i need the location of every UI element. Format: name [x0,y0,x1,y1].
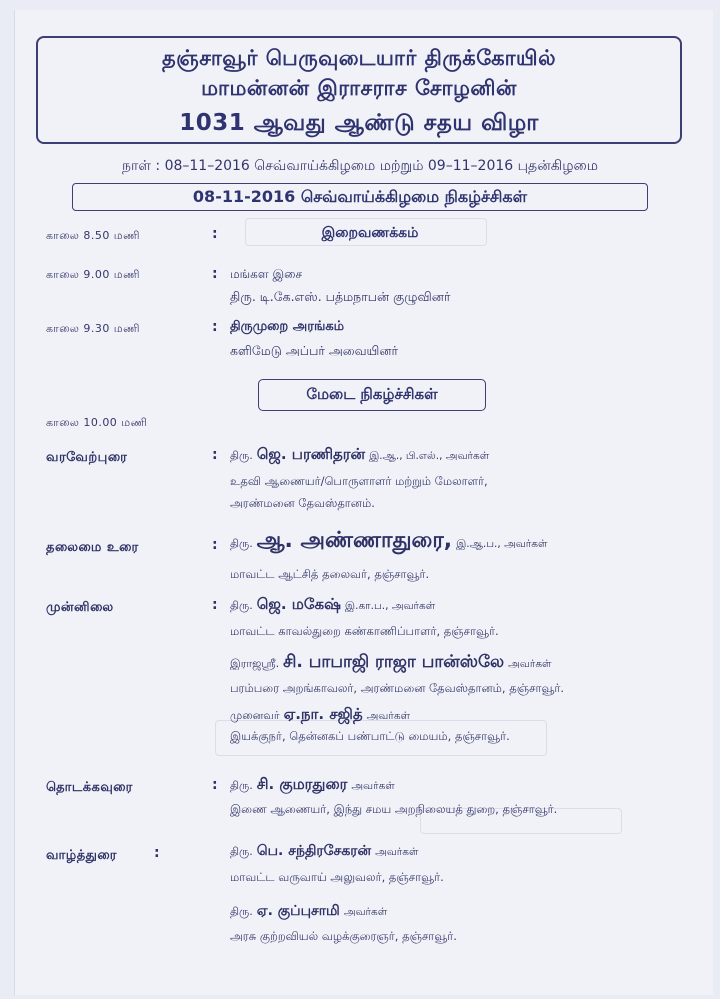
name-prefix: திரு. [230,905,253,918]
person-title: பரம்பரை அறங்காவலர், அரண்மனை தேவஸ்தானம், தஞ்சாவூர். [230,681,565,695]
stage-time: காலை 10.00 மணி [46,416,148,429]
person-title: உதவி ஆணையர்/பொருளாளர் மற்றும் மேலாளர், [230,474,488,488]
schedule-time: காலை 9.00 மணி [46,268,141,281]
role-welcome: வரவேற்புரை [46,450,128,465]
person-suffix: அவர்கள் [366,710,411,722]
person-designation: இ.ஆ.ப., அவர்கள் [456,538,548,550]
person-title: மாவட்ட காவல்துறை கண்காணிப்பாளர், தஞ்சாவூர். [230,624,499,638]
header-title-box [36,36,682,144]
day-title-box: 08-11-2016 செவ்வாய்க்கிழமை நிகழ்ச்சிகள் [72,183,648,211]
person-name: ஏ.நா. சஜித் [283,705,363,723]
person-name: ஜெ. பரணிதரன் [256,445,366,463]
name-prefix: இராஜஸ்ரீ. [230,657,280,670]
person-title: அரசு குற்றவியல் வழக்குரைஞர், தஞ்சாவூர். [230,929,457,943]
stage-events-title: மேடை நிகழ்ச்சிகள் [258,379,486,411]
person-suffix: அவர்கள் [375,846,419,858]
person-org: அரண்மனை தேவஸ்தானம். [230,496,375,510]
person-suffix: அவர்கள் [343,906,388,918]
name-prefix: முனைவர் [230,709,280,722]
person-name: ஏ. குப்புசாமி [256,903,340,919]
schedule-colon: : [212,319,218,335]
person-name: பெ. சந்திரசேகரன் [256,843,372,859]
person-title: இணை ஆணையர், இந்து சமய அறநிலையத் துறை, தஞ்சாவூர். [230,802,558,816]
person-suffix: அவர்கள் [351,780,395,792]
role-colon: : [212,597,218,613]
role-colon: : [154,845,160,861]
schedule-event: மங்கள இசை [230,267,303,281]
role-felicitation: வாழ்த்துரை [46,848,117,863]
person-name: ஆ. அண்ணாதுரை, [256,528,453,553]
person-name: சி. பாபாஜி ராஜா பான்ஸ்லே [283,652,505,672]
person-title: மாவட்ட வருவாய் அலுவலர், தஞ்சாவூர். [230,870,444,884]
role-colon: : [212,537,218,553]
person-title: மாவட்ட ஆட்சித் தலைவர், தஞ்சாவூர். [230,567,430,581]
schedule-colon: : [212,226,218,242]
schedule-time: காலை 8.50 மணி [46,229,141,242]
schedule-time: காலை 9.30 மணி [46,322,141,335]
name-prefix: திரு. [230,599,253,612]
name-prefix: திரு. [230,845,253,858]
person-suffix: அவர்கள் [508,658,552,670]
date-line: நாள் : 08–11–2016 செவ்வாய்க்கிழமை மற்றும் 09–11–2016 புதன்கிழமை [122,158,598,174]
role-presence: முன்னிலை [46,600,114,615]
person-title: இயக்குநர், தென்னகப் பண்பாட்டு மையம், தஞ்சாவூர். [230,729,510,743]
person-name: சி. குமரதுரை [256,775,348,793]
name-prefix: திரு. [230,449,253,462]
role-colon: : [212,447,218,463]
role-opening: தொடக்கவுரை [46,780,133,795]
schedule-detail: களிமேடு அப்பர் அவையினர் [230,343,399,358]
person-designation: இ.ஆ., பி.எல்., அவர்கள் [369,450,490,462]
person-designation: இ.கா.ப., அவர்கள் [344,600,436,612]
name-prefix: திரு. [230,537,253,550]
schedule-colon: : [212,266,218,282]
festival-title: 1031 ஆவது ஆண்டு சதய விழா [179,110,539,136]
king-title: மாமன்னன் இராசராச சோழனின் [201,76,517,100]
role-presidential: தலைமை உரை [46,540,139,555]
name-prefix: திரு. [230,779,253,792]
schedule-event-prayer: இறைவணக்கம் [321,225,419,241]
temple-title: தஞ்சாவூர் பெருவுடையார் திருக்கோயில் [161,46,557,70]
person-name: ஜெ. மகேஷ் [256,595,341,613]
role-colon: : [212,777,218,793]
schedule-event: திருமுறை அரங்கம் [230,319,345,334]
schedule-detail: திரு. டி.கே.எஸ். பத்மநாபன் குழுவினர் [230,289,451,304]
